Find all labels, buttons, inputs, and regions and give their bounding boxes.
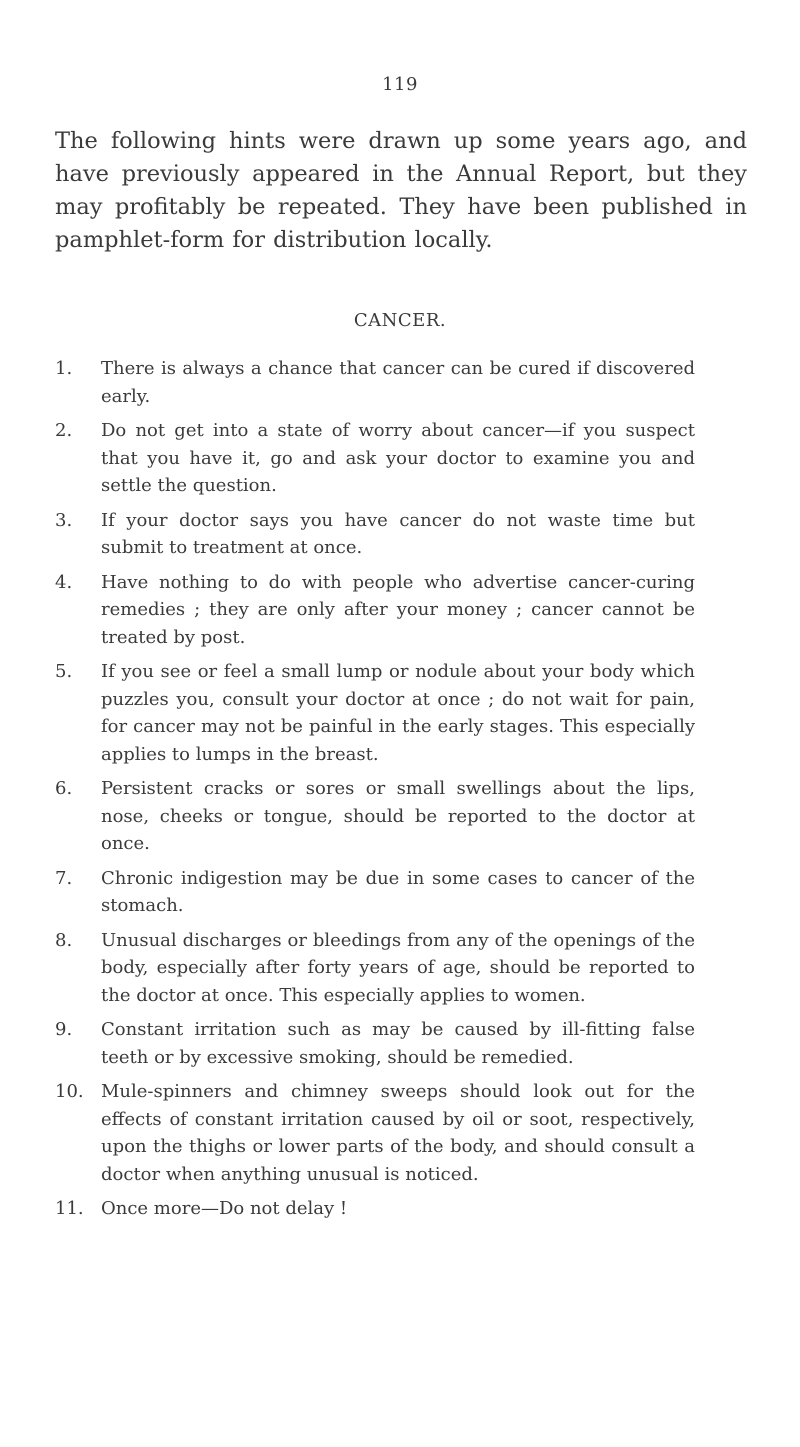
list-item	[55, 417, 755, 500]
page-number: 119	[382, 74, 418, 95]
item-number: 1.	[55, 358, 73, 379]
list-item	[55, 1078, 755, 1188]
item-number: 10.	[55, 1081, 84, 1102]
list-item	[55, 658, 755, 768]
item-text: Unusual discharges or bleedings from any of the openings of the body, especially after forty years of age, should be reported to the doctor at once. This especially applies to women.	[101, 929, 695, 1006]
item-number: 9.	[55, 1019, 73, 1040]
section-title: CANCER.	[353, 310, 447, 331]
list-item	[55, 927, 755, 1010]
item-number: 4.	[55, 571, 73, 593]
item-text: Persistent cracks or sores or small swellings about the lips, nose, cheeks or tongue, should be reported to the doctor at once.	[101, 778, 695, 854]
list-item	[55, 1195, 755, 1223]
item-number: 2.	[55, 420, 73, 441]
item-number: 6.	[55, 778, 73, 799]
item-text: Have nothing to do with people who advertise cancer-curing remedies ; they are only after your money ; cancer cannot be treated by post.	[101, 571, 695, 648]
list-item	[55, 775, 755, 858]
item-text: Once more—Do not delay !	[101, 1198, 348, 1219]
item-text: Do not get into a state of worry about cancer—if you suspect that you have it, go and ask your doctor to examine you and settle the question.	[101, 420, 695, 496]
hints-list	[55, 355, 755, 1230]
item-number: 3.	[55, 509, 73, 531]
list-item	[55, 1016, 755, 1071]
item-text: If you see or feel a small lump or nodule about your body which puzzles you, consult your doctor at once ; do not wait for pain, for cancer may not be painful in the early stages. This especially applies to lumps in the breast.	[101, 661, 695, 765]
item-text: There is always a chance that cancer can be cured if discovered early.	[101, 358, 695, 407]
item-number: 8.	[55, 929, 73, 951]
list-item	[55, 569, 755, 652]
item-number: 11.	[55, 1198, 84, 1219]
item-text: Mule-spinners and chimney sweeps should look out for the effects of constant irritation caused by oil or soot, respectively, upon the thighs or lower parts of the body, and should consult a doctor when anything unusual is noticed.	[101, 1081, 695, 1185]
item-text: Chronic indigestion may be due in some cases to cancer of the stomach.	[101, 867, 695, 916]
intro-paragraph: The following hints were drawn up some years ago, and have previously appeared in the Annual Report, but they may profitably be repeated. They have been published in pamphlet-form for distribution locally.	[55, 128, 747, 253]
item-number: 5.	[55, 661, 73, 682]
list-item	[55, 355, 755, 410]
list-item	[55, 865, 755, 920]
item-text: Constant irritation such as may be caused by ill-fitting false teeth or by excessive smoking, should be remedied.	[101, 1019, 695, 1068]
list-item	[55, 507, 755, 562]
item-text: If your doctor says you have cancer do not waste time but submit to treatment at once.	[101, 509, 695, 558]
item-number: 7.	[55, 867, 73, 889]
